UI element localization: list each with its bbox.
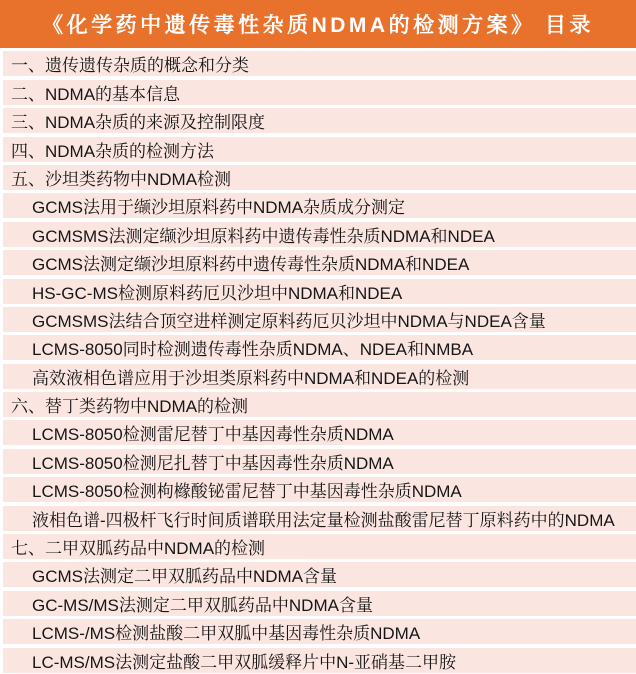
toc-item-label: LCMS-8050检测枸橼酸铋雷尼替丁中基因毒性杂质NDMA — [32, 482, 462, 502]
toc-item — [3, 534, 636, 559]
toc-item-label: GC-MS/MS法测定二甲双胍药品中NDMA含量 — [32, 595, 373, 615]
toc-item — [3, 619, 636, 644]
title-banner — [0, 0, 636, 48]
toc-item-label: LC-MS/MS法测定盐酸二甲双胍缓释片中N-亚硝基二甲胺 — [32, 652, 457, 672]
page-title: 《化学药中遗传毒性杂质NDMA的检测方案》 目录 — [42, 14, 594, 37]
toc-item-label: GCMS法测定缬沙坦原料药中遗传毒性杂质NDMA和NDEA — [32, 255, 470, 275]
toc-item-label: 液相色谱-四极杆飞行时间质谱联用法定量检测盐酸雷尼替丁原料药中的NDMA — [32, 510, 615, 530]
toc-item-label: GCMSMS法测定缬沙坦原料药中遗传毒性杂质NDMA和NDEA — [32, 226, 495, 246]
toc-item — [3, 477, 636, 502]
toc-item — [3, 279, 636, 304]
toc-item — [3, 165, 636, 190]
toc-item-label: GCMSMS法结合顶空进样测定原料药厄贝沙坦中NDMA与NDEA含量 — [32, 311, 546, 331]
toc-item-label: 一、遗传遗传杂质的概念和分类 — [11, 56, 249, 76]
toc-item — [3, 137, 636, 162]
toc-item — [3, 108, 636, 133]
toc-item-label: LCMS-8050检测尼扎替丁中基因毒性杂质NDMA — [32, 453, 394, 473]
toc-item — [3, 307, 636, 332]
toc-item — [3, 420, 636, 445]
toc-item — [3, 364, 636, 389]
toc-item — [3, 80, 636, 105]
toc-item — [3, 51, 636, 76]
toc-item-label: LCMS-8050同时检测遗传毒性杂质NDMA、NDEA和NMBA — [32, 340, 474, 360]
toc-item-label: 三、NDMA杂质的来源及控制限度 — [11, 113, 266, 133]
toc-item-label: 七、二甲双胍药品中NDMA的检测 — [11, 539, 266, 559]
toc-item-label: LCMS-8050检测雷尼替丁中基因毒性杂质NDMA — [32, 425, 394, 445]
toc-item — [3, 392, 636, 417]
toc-item — [3, 250, 636, 275]
toc-item-label: 六、替丁类药物中NDMA的检测 — [11, 397, 249, 417]
toc-item-label: 二、NDMA的基本信息 — [11, 84, 181, 104]
toc-item-label: HS-GC-MS检测原料药厄贝沙坦中NDMA和NDEA — [32, 283, 403, 303]
toc-item — [3, 648, 636, 673]
toc-item — [3, 222, 636, 247]
toc-item — [3, 562, 636, 587]
toc-item-label: 四、NDMA杂质的检测方法 — [11, 141, 215, 161]
toc-item — [3, 335, 636, 360]
toc-item-label: 五、沙坦类药物中NDMA检测 — [11, 169, 232, 189]
toc-item — [3, 506, 636, 531]
toc-item — [3, 193, 636, 218]
toc-item-label: GCMS法用于缬沙坦原料药中NDMA杂质成分测定 — [32, 198, 406, 218]
toc-item — [3, 591, 636, 616]
toc-item — [3, 449, 636, 474]
toc-item-label: 高效液相色谱应用于沙坦类原料药中NDMA和NDEA的检测 — [32, 368, 470, 388]
toc-item-label: LCMS-/MS检测盐酸二甲双胍中基因毒性杂质NDMA — [32, 624, 421, 644]
toc-item-label: GCMS法测定二甲双胍药品中NDMA含量 — [32, 567, 338, 587]
toc-list — [0, 48, 636, 674]
